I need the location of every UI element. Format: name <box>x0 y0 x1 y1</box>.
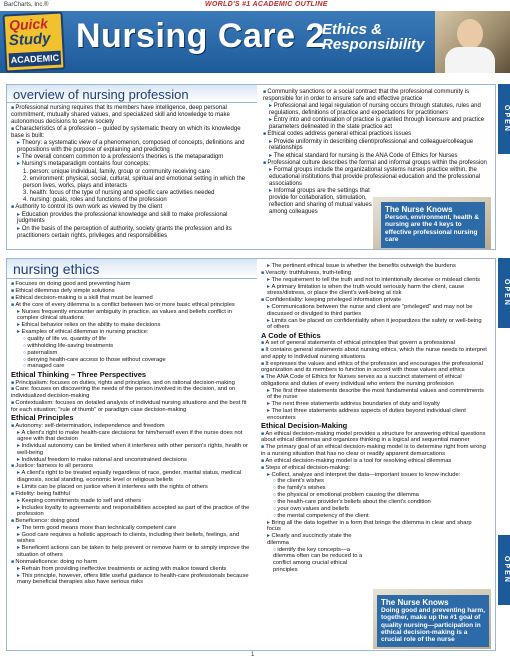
photo-face <box>457 19 483 49</box>
open-tab-3: OPEN <box>498 535 510 605</box>
ethics-right-column <box>261 263 487 573</box>
list-item: ■ Principalism: focuses on duties, rights and principles, and on rational decision-making <box>11 380 253 387</box>
list-item: ▸ Provide uniformity in describing client/professional and colleague/colleague relationships <box>263 139 489 153</box>
logo-quick: Quick <box>8 15 49 34</box>
list-item: ▸ Education provides the professional knowledge and skill to make professional judgments <box>11 212 255 226</box>
list-item: ▸ Nurses frequently encounter ambiguity in practice, as values and beliefs conflict in complex clinical situations <box>11 309 253 322</box>
list-item: ▸ The next three statements address boundaries of duty and loyalty <box>261 401 487 408</box>
list-item: ▸ The term good means more than technically competent care <box>11 525 253 532</box>
subtitle-line1: Ethics & <box>322 21 383 38</box>
list-item: ■ Focuses on doing good and preventing harm <box>11 281 253 288</box>
list-item: ○ withholding life-saving treatments <box>11 343 253 350</box>
list-item: ■ An ethical decision-making model is a tool for resolving ethical dilemmas <box>261 458 487 465</box>
list-item: ▸ Ethical behavior relies on the ability to make decisions <box>11 322 253 329</box>
list-item: ▸ This principle, however, offers little useful guidance to health-care professionals because many beneficial therapies also have serious risks <box>11 573 253 586</box>
list-item: ■ An ethical decision-making model provides a structure for answering ethical questions about ethical dilemmas and organizes thinking in a logical and sequential manner <box>261 431 487 444</box>
list-item: ▸ Keeping commitments made to self and others <box>11 498 253 505</box>
list-item: ▸ Bring all the data together in a form that brings the dilemma in clear and sharp focus <box>261 520 487 533</box>
list-item: ▸ Limits can be placed on confidentiality when it jeopardizes the safety or well-being of others <box>261 318 487 331</box>
nurse-knows-heading: The Nurse Knows <box>385 205 453 214</box>
principles-heading: Ethical Principles <box>11 413 74 423</box>
list-item: ▸ Limits can be placed on justice when it interferes with the rights of others <box>11 484 253 491</box>
list-item: ▸ Good care requires a holistic approach to clients, including their beliefs, feelings, and wishes <box>11 532 253 545</box>
list-item: 1. person: unique individual, family, group or community receiving care <box>23 168 210 175</box>
ethics-section <box>6 258 496 651</box>
open-tab-1: OPEN <box>498 84 510 154</box>
list-item: ▸ Clearly and succinctly state the dilemma <box>261 533 369 546</box>
list-item: ▸ The ethical standard for nursing is the ANA Code of Ethics for Nurses <box>263 153 489 160</box>
overview-left-column <box>11 105 255 240</box>
photo-coat <box>445 47 495 73</box>
list-item: ■ Characteristics of a profession – guided by systematic theory on which its knowledge base is built: <box>11 126 255 140</box>
decision-heading: Ethical Decision-Making <box>261 421 348 431</box>
list-item: ▸ On the basis of the perception of authority, society grants the profession and its practitioners certain rights, privileges and responsibilities <box>11 226 255 240</box>
list-item: ▸ Communications between the nurse and client are "privileged" and may not be discussed or divulged to third parties <box>261 304 487 317</box>
quickstudy-logo <box>3 11 66 72</box>
list-item: ■ Community sanctions or a social contract that the professional community is responsible for in order to ensure safe and effective practice <box>263 89 489 103</box>
list-item: ▸ Nursing's metaparadigm contains four concepts: <box>11 161 255 168</box>
logo-academic: ACADEMIC <box>9 51 62 68</box>
list-item: ■ Contextualism: focuses on detailed analysis of individual nursing situations and the best fit for each situation; "rule of thumb" or paradigm case decision-making <box>11 400 253 413</box>
list-item: ■ The primary goal of an ethical decision-making model is to determine right from wrong in a nursing situation that has no clear or readily apparent demarcations <box>261 444 487 457</box>
list-item: ○ quality of life vs. quantity of life <box>11 336 253 343</box>
overview-section <box>6 84 496 250</box>
list-item: ■ Ethical dilemmas defy simple solutions <box>11 288 253 295</box>
list-item: ■ Ethical codes address general ethical practices issues <box>263 131 489 138</box>
list-item: ○ the health-care provider's beliefs about the client's condition <box>261 499 487 506</box>
logo-study: Study <box>8 30 51 50</box>
list-item: ▸ The pertinent ethical issue is whether the benefits outweigh the burdens <box>261 263 487 270</box>
list-item: ○ the physical or emotional problem causing the dilemma <box>261 492 487 499</box>
nurse-knows-heading-2: The Nurse Knows <box>381 598 449 607</box>
list-item: ▸ Collect, analyze and interpret the data—important issues to know include: <box>261 472 487 479</box>
list-item: ■ At the core of every dilemma is a conflict between two or more basic ethical principles <box>11 302 253 309</box>
list-item: ■ Nonmaleficence: doing no harm <box>11 559 253 566</box>
list-item: ▸ The requirement to tell the truth and not to intentionally deceive or mislead clients <box>261 277 487 284</box>
list-item: ■ It expresses the values and ethics of the profession and encourages the professional organization and its members to function in accord with those values and ethics <box>261 361 487 374</box>
list-item: ▸ The first three statements describe the most fundamental values and commitments of the nurse <box>261 388 487 401</box>
list-item: ■ Fidelity: being faithful <box>11 491 253 498</box>
code-heading: A Code of Ethics <box>261 330 321 340</box>
ethics-left-column <box>11 281 253 586</box>
ethics-heading: nursing ethics <box>7 259 257 279</box>
list-item: ■ Justice: fairness to all persons <box>11 463 253 470</box>
list-item: ■ Professional nursing requires that its members have intelligence, deep personal commitment, mutually shared values, and specialized skill and knowledge to make autonomous decisions to serve society <box>11 105 255 126</box>
list-item: ■ The ANA Code of Ethics for Nurses serves as a succinct statement of ethical obligations and duties of every individual who enters the nursing profession <box>261 374 487 387</box>
list-item: ■ Confidentiality: keeping privileged information private <box>261 297 487 304</box>
list-item: ▸ Beneficent actions can be taken to help prevent or remove harm or to simply improve the situation of others <box>11 545 253 558</box>
nurse-knows-box-1 <box>381 202 485 248</box>
list-item: ▸ Formal groups include the organizational systems nurses practice within, the educational institutions that provide professional education and the professional associations <box>263 167 489 188</box>
list-item: ▸ Informal groups are the settings that provide for collaboration, stimulation, reflection and sharing of mutual values among colleagues <box>263 188 373 216</box>
list-item: ▸ Individual autonomy can be limited when it interferes with other person's rights, health or well-being <box>11 443 253 456</box>
list-item: ○ denying health-care access to those without coverage <box>11 357 253 364</box>
list-item: ▸ Individual freedom to make rational and unconstrained decisions <box>11 457 253 464</box>
list-item: 4. nursing: goals, roles and functions of the profession <box>23 197 167 204</box>
publisher-line: BarCharts, Inc.® <box>4 2 49 8</box>
list-item: ▸ A primary limitation is when the truth would seriously harm the client, cause stress/distress, or place the client's well-being at risk <box>261 284 487 297</box>
list-item: ▸ Includes loyalty to agreements and responsibilities accepted as part of the practice of the profession <box>11 505 253 518</box>
page-title: Nursing Care 2 <box>76 17 325 55</box>
list-item: ○ managed care <box>11 363 253 370</box>
list-item: ○ the client's wishes <box>261 478 487 485</box>
list-item: ○ identify the key concepts—a dilemma often can be reduced to a conflict among crucial ethical principles <box>261 547 369 573</box>
list-item: ■ Professional culture describes the formal and informal groups within the profession <box>263 160 489 167</box>
list-item: 3. health: focus of the type of nursing and specific care activities needed <box>23 189 215 196</box>
list-item: ▸ The last three statements address aspects of duties beyond individual client encounters <box>261 408 487 421</box>
list-item: ▸ The overall concern common to a profession's theories is the metaparadigm <box>11 154 255 161</box>
list-item: ○ the family's wishes <box>261 485 487 492</box>
list-item: ○ your own values and beliefs <box>261 506 487 513</box>
header-photo <box>435 11 510 73</box>
list-item: ■ Steps of ethical decision-making: <box>261 465 487 472</box>
tagline: WORLD'S #1 ACADEMIC OUTLINE <box>205 1 328 8</box>
overview-heading: overview of nursing profession <box>7 85 257 103</box>
subtitle-line2: Responsibility <box>322 36 425 53</box>
list-item: ○ the mental competency of the client <box>261 513 487 520</box>
list-item: ▸ A client's right to be treated equally regardless of race, gender, marital status, medical diagnosis, social standing, economic level or religious beliefs <box>11 470 253 483</box>
list-item: ○ paternalism <box>11 350 253 357</box>
list-item: ■ Veracity: truthfulness, truth-telling <box>261 270 487 277</box>
list-item: ■ Care: focuses on discovering the needs of the person involved in the decision, and on individualized decision-making <box>11 386 253 399</box>
list-item: ▸ Professional and legal regulation of nursing occurs through statutes, rules and regulations, definitions of practice and expectations for practitioners <box>263 103 489 117</box>
list-item: ■ It contains general statements about nursing ethics, which the nurse needs to interpret and apply to individual nursing situations <box>261 347 487 360</box>
list-item: ▸ A client's right to make health-care decisions for him/herself even if the nurse does not agree with that decision <box>11 430 253 443</box>
page-subtitle <box>322 22 425 52</box>
list-item: ▸ Examples of ethical dilemmas in nursing practice: <box>11 329 253 336</box>
open-tab-2: OPEN <box>498 258 510 328</box>
list-item: ■ Autonomy: self-determination, independence and freedom <box>11 423 253 430</box>
list-item: ▸ Theory: a systematic view of a phenomenon, composed of concepts, definitions and propositions with the purpose of explaining and predicting <box>11 140 255 154</box>
list-item: ▸ Entry into and continuation of practice is granted through licensure and practice parameters delineated in the state practice act <box>263 117 489 131</box>
list-item: ▸ Refrain from providing ineffective treatments or acting with malice toward clients <box>11 566 253 573</box>
nurse-knows-box-2 <box>377 595 489 647</box>
nurse-knows-text-2: Doing good and preventing harm, together, make up the #1 goal of quality nursing—participation in ethical decision-making is a crucial role of the nurse <box>381 607 485 644</box>
list-item: ■ Authority to control its own work as viewed by the client <box>11 204 255 211</box>
list-item: ■ A set of general statements of ethical principles that govern a professional <box>261 340 487 347</box>
list-item: ■ Ethical decision-making is a skill that must be learned <box>11 295 253 302</box>
page-number: 1 <box>251 652 255 658</box>
nurse-knows-text: Person, environment, health & nursing are the 4 keys to effective professional nursing care <box>385 214 479 243</box>
thinking-heading: Ethical Thinking – Three Perspectives <box>11 369 147 379</box>
list-item: ■ Beneficence: doing good <box>11 518 253 525</box>
list-item: 2. environment: physical, social, cultural, spiritual and emotional setting in which the person lives, works, plays and interacts <box>23 175 246 189</box>
